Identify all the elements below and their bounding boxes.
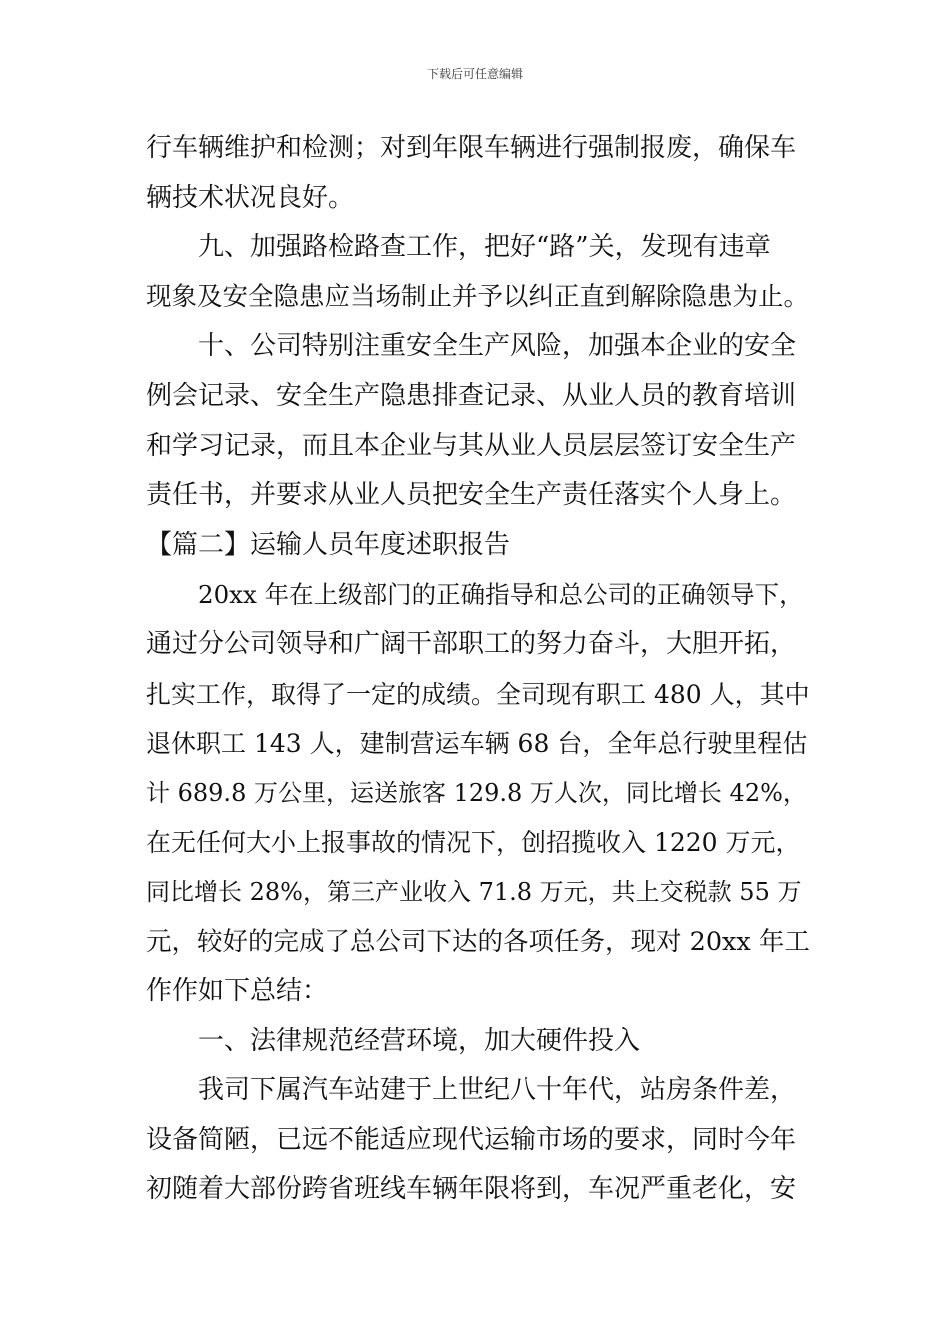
text-line: 现象及安全隐患应当场制止并予以纠正直到解除隐患为止。 bbox=[146, 281, 810, 312]
text-line: 元，较好的完成了总公司下达的各项任务，现对 20xx 年工 bbox=[146, 926, 810, 957]
text-line: 行车辆维护和检测；对到年限车辆进行强制报废，确保车 bbox=[146, 133, 797, 163]
page-header: 下载后可任意编辑 bbox=[426, 67, 523, 81]
subsection-heading: 一、法律规范经营环境，加大硬件投入 bbox=[198, 1025, 641, 1056]
text-line: 计 689.8 万公里，运送旅客 129.8 万人次，同比增长 42%， bbox=[146, 778, 807, 807]
text-line: 20xx 年在上级部门的正确指导和总公司的正确领导下， bbox=[198, 580, 804, 610]
section-heading: 【篇二】运输人员年度述职报告 bbox=[146, 529, 511, 560]
text-line: 扎实工作，取得了一定的成绩。全司现有职工 480 人，其中 bbox=[146, 679, 810, 709]
text-line: 辆技术状况良好。 bbox=[146, 182, 355, 213]
text-line: 初随着大部份跨省班线车辆年限将到，车况严重老化，安 bbox=[146, 1174, 797, 1205]
document-body bbox=[146, 124, 810, 1215]
text-line: 十、公司特别注重安全生产风险，加强本企业的安全 bbox=[198, 331, 797, 362]
text-line: 九、加强路检路查工作，把好“路”关，发现有违章 bbox=[198, 232, 771, 263]
text-line: 和学习记录，而且本企业与其从业人员层层签订安全生产 bbox=[146, 430, 797, 461]
text-line: 设备简陋，已远不能适应现代运输市场的要求，同时今年 bbox=[146, 1124, 797, 1155]
text-line: 例会记录、安全生产隐患排查记录、从业人员的教育培训 bbox=[146, 380, 797, 411]
text-line: 在无任何大小上报事故的情况下，创招揽收入 1220 万元， bbox=[146, 828, 801, 858]
text-line: 责任书，并要求从业人员把安全生产责任落实个人身上。 bbox=[146, 480, 797, 511]
text-line: 作作如下总结： bbox=[146, 976, 329, 1007]
text-line: 退休职工 143 人，建制营运车辆 68 台，全年总行驶里程估 bbox=[146, 729, 808, 759]
text-line: 通过分公司领导和广阔干部职工的努力奋斗，大胆开拓， bbox=[146, 628, 797, 659]
text-line: 我司下属汽车站建于上世纪八十年代，站房条件差， bbox=[198, 1075, 797, 1106]
text-line: 同比增长 28%，第三产业收入 71.8 万元，共上交税款 55 万 bbox=[146, 877, 802, 906]
